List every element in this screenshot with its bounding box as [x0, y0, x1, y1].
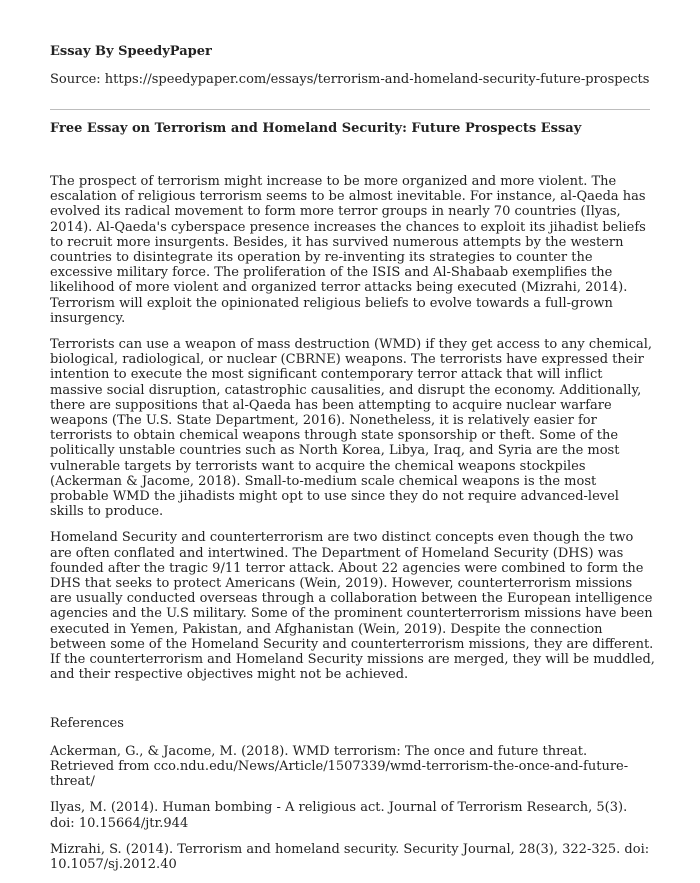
essay-body	[50, 174, 655, 883]
paragraph: The prospect of terrorism might increase to be more organized and more violent. The escalation of religious terrorism seems to be almost inevitable. For instance, al-Qaeda has evolved its radical movement to form more terror groups in nearly 70 countries (Ilyas, 2014). Al-Qaeda's cyberspace presence increases the chances to exploit its jihadist beliefs to recruit more insurgents. Besides, it has survived numerous attempts by the western countries to disintegrate its operation by re-inventing its strategies to counter the excessive military force. The proliferation of the ISIS and Al-Shabaab exemplifies the likelihood of more violent and organized terror attacks being executed (Mizrahi, 2014). Terrorism will exploit the opinionated religious beliefs to evolve towards a full-grown insurgency.	[50, 174, 646, 326]
references-heading: References	[50, 715, 124, 731]
reference-item: Ilyas, M. (2014). Human bombing - A religious act. Journal of Terrorism Research, 5(3). doi: 10.15664/jtr.944	[50, 800, 628, 831]
reference-item: Mizrahi, S. (2014). Terrorism and homeland security. Security Journal, 28(3), 322-325. doi: 10.1057/sj.2012.40	[50, 841, 650, 872]
source-line: Source: https://speedypaper.com/essays/terrorism-and-homeland-security-future-prospects	[50, 72, 650, 87]
paragraph: Homeland Security and counterterrorism are two distinct concepts even though the two are often conflated and intertwined. The Department of Homeland Security (DHS) was founded after the tragic 9/11 terror attack. About 22 agencies were combined to form the DHS that seeks to protect Americans (Wein, 2019). However, counterterrorism missions are usually conducted overseas through a collaboration between the European intelligence agencies and the U.S military. Some of the prominent counterterrorism missions have been executed in Yemen, Pakistan, and Afghanistan (Wein, 2019). Despite the connection between some of the Homeland Security and counterterrorism missions, they are different. If the counterterrorism and Homeland Security missions are merged, they will be muddled, and their respective objectives might not be achieved.	[50, 530, 655, 683]
reference-item: Ackerman, G., & Jacome, M. (2018). WMD terrorism: The once and future threat. Retrieved from cco.ndu.edu/News/Article/1507339/wmd-terrorism-the-once-and-future-threat/	[50, 743, 629, 790]
header-divider	[50, 109, 650, 110]
paragraph: Terrorists can use a weapon of mass destruction (WMD) if they get access to any chemical, biological, radiological, or nuclear (CBRNE) weapons. The terrorists have expressed their intention to execute the most significant contemporary terror attack that will inflict massive social disruption, catastrophic causalities, and disrupt the economy. Additionally, there are suppositions that al-Qaeda has been attempting to acquire nuclear warfare weapons (The U.S. State Department, 2016). Nonetheless, it is relatively easier for terrorists to obtain chemical weapons through state sponsorship or theft. Some of the politically unstable countries such as North Korea, Libya, Iraq, and Syria are the most vulnerable targets by terrorists want to acquire the chemical weapons stockpiles (Ackerman & Jacome, 2018). Small-to-medium scale chemical weapons is the most probable WMD the jihadists might opt to use since they do not require advanced-level skills to produce.	[50, 337, 653, 520]
site-title: Essay By SpeedyPaper	[50, 44, 212, 59]
essay-title: Free Essay on Terrorism and Homeland Security: Future Prospects Essay	[50, 121, 582, 136]
